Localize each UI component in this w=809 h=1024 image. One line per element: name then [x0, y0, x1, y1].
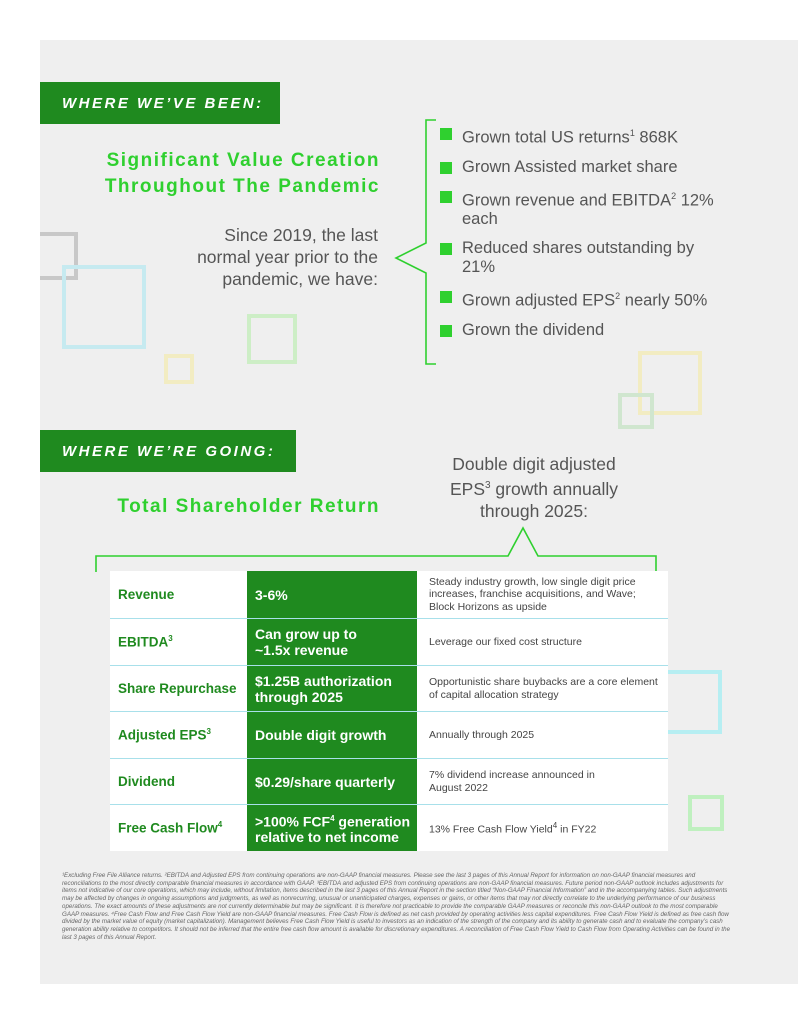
- target-cell: $0.29/share quarterly: [247, 759, 417, 804]
- bullet-square-icon: [440, 128, 452, 140]
- where-weve-been-banner: WHERE WE’VE BEEN:: [40, 82, 280, 124]
- footnotes: ¹Excluding Free File Alliance returns. ²EBITDA and Adjusted EPS from continuing operations are non-GAAP financial measures. Please see the last 3 pages of this Annual Report for information on non-GAAP financial measures and reconciliations to the most directly comparable financial measures in accordance with GAAP. ³EBITDA and adjusted EPS from continuing operations are non-GAAP financial measures. Future period non-GAAP outlook includes adjustments for items not indicative of our core operations, which may include, without limitation, items described in the last 3 pages of this Annual Report in the section titled “Non-GAAP Financial Information” and in the accompanying tables. Such adjustments may be affected by changes in ongoing assumptions and judgments, as well as nonrecurring, unusual or unanticipated charges, expenses or gains, or other items that may not directly correlate to the underlying performance of our business operations. The exact amounts of these adjustments are not currently determinable but may be significant. It is therefore not practicable to provide the comparable GAAP measures or reconcile this non-GAAP outlook to the most comparable GAAP measures. ⁴Free Cash Flow and Free Cash Flow Yield are non-GAAP financial measures. Free Cash Flow is defined as net cash provided by operating activities less capital expenditures. Free Cash Flow Yield is defined as free cash flow divided by the market value of equity (market capitalization). Management believes Free Cash Flow Yield is useful to investors as an indication of the strength of the company and its ability to generate cash and to evaluate the company’s cash generation ability relative to competitors. It should not be inferred that the entire free cash flow amount is available for discretionary expenditures. A reconciliation of Free Cash Flow Yield to Cash Flow from Operating Activities can be found in the last 3 pages of this Annual Report.: [62, 872, 731, 941]
- bullet-square-icon: [440, 291, 452, 303]
- achievement-item: Grown adjusted EPS$^2$ nearly 50%: [440, 287, 720, 311]
- achievements-list: [440, 124, 720, 350]
- metric-cell: Share Repurchase: [118, 681, 237, 696]
- target-cell: Double digit growth: [247, 712, 417, 758]
- note-cell: Leverage our fixed cost structure: [429, 635, 582, 648]
- table-row: [110, 712, 668, 759]
- deco-square-blue-left: [62, 265, 146, 349]
- bullet-square-icon: [440, 191, 452, 203]
- been-heading-line1: Significant Value Creation: [106, 150, 380, 171]
- bullet-square-icon: [440, 243, 452, 255]
- achievement-item: Grown total US returns$^1$ 868K: [440, 124, 720, 148]
- note-cell: Steady industry growth, low single digit price increases, franchise acquisitions, and Wave; Block Horizons as upside: [429, 575, 636, 613]
- metric-cell: EBITDA$^3$: [118, 634, 173, 650]
- achievement-item: Grown the dividend: [440, 321, 720, 340]
- table-row: [110, 805, 668, 851]
- bullet-square-icon: [440, 162, 452, 174]
- table-row: [110, 619, 668, 666]
- going-heading: Total Shareholder Return: [117, 496, 380, 517]
- deco-square-yellow-small: [164, 354, 194, 384]
- table-bracket: [94, 526, 660, 576]
- metric-cell: Revenue: [118, 587, 175, 602]
- been-heading: [60, 148, 380, 200]
- metric-cell: Free Cash Flow$^4$: [118, 820, 223, 836]
- achievement-item: Grown Assisted market share: [440, 158, 720, 177]
- metric-cell: Adjusted EPS$^3$: [118, 727, 211, 743]
- eps-goal-text: Double digit adjusted EPS$^3$ growth annually through 2025:: [449, 454, 619, 521]
- table-row: [110, 759, 668, 805]
- brace-bracket: [390, 118, 440, 368]
- been-heading-line2: Throughout The Pandemic: [104, 176, 380, 197]
- note-cell: Opportunistic share buybacks are a core element of capital allocation strategy: [429, 676, 658, 701]
- target-cell: $1.25B authorization through 2025: [247, 666, 417, 711]
- note-cell: Annually through 2025: [429, 728, 535, 741]
- metric-cell: Dividend: [118, 774, 176, 789]
- target-cell: >100% FCF$^4$ generation relative to net income: [247, 805, 417, 851]
- achievement-item: Grown revenue and EBITDA$^2$ 12% each: [440, 187, 720, 230]
- table-row: [110, 571, 668, 619]
- target-cell: Can grow up to ~1.5x revenue: [247, 619, 417, 665]
- been-intro-text: Since 2019, the last normal year prior to the pandemic, we have:: [197, 225, 378, 289]
- note-cell: 7% dividend increase announced in August 2022: [429, 769, 595, 794]
- shareholder-return-table: [110, 571, 668, 851]
- where-were-going-banner: WHERE WE’RE GOING:: [40, 430, 296, 472]
- achievement-item: Reduced shares outstanding by 21%: [440, 239, 720, 277]
- deco-square-green-center: [247, 314, 297, 364]
- bullet-square-icon: [440, 325, 452, 337]
- deco-square-green-small-right: [688, 795, 724, 831]
- table-row: [110, 666, 668, 712]
- note-cell: 13% Free Cash Flow Yield$^4$ in FY22: [429, 821, 597, 836]
- target-cell: 3-6%: [247, 571, 417, 618]
- deco-square-green-right: [618, 393, 654, 429]
